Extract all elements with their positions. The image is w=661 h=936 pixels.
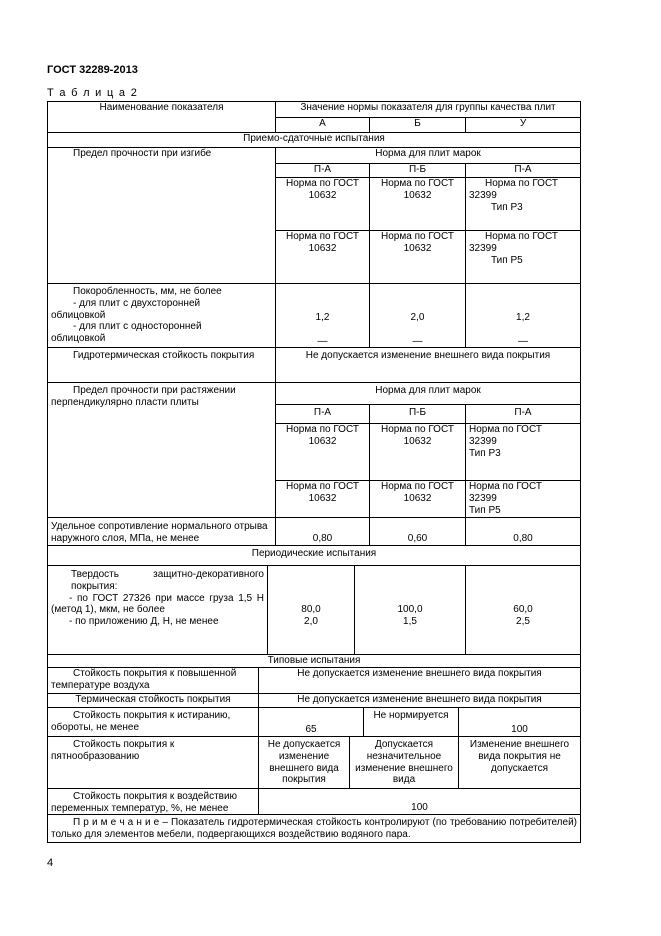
heat-value: Не допускается изменение внешнего вида покрытия: [297, 668, 542, 679]
thermal-label: Термическая стойкость покрытия: [75, 694, 231, 705]
abrasion-b: [363, 707, 459, 737]
bending-r2-a: [275, 230, 370, 284]
bending-strength-label: Предел прочности при изгибе: [73, 148, 212, 159]
tensile-mark-b: [369, 404, 466, 424]
norm-ref: Норма по ГОСТ: [286, 424, 359, 435]
norm-ref-num: 32399: [469, 435, 497, 447]
norm-ref: Норма по ГОСТ: [381, 481, 454, 492]
bending-mark-b: [369, 163, 466, 178]
warp-label-cell: [47, 283, 276, 348]
stain-label: Стойкость покрытия к пятнообразованию: [51, 739, 175, 762]
mark-label: П-Б: [408, 407, 427, 418]
abrasion-value: Не нормируется: [373, 710, 449, 721]
warp-a: [275, 283, 370, 348]
mark-label: П-Б: [408, 164, 427, 175]
grade-u: У: [519, 118, 527, 129]
stain-value: Не допускается изменение внешнего вида покрытия: [267, 739, 341, 786]
bending-norm-header: Норма для плит марок: [375, 148, 481, 159]
header-norm-cell: [275, 101, 581, 118]
bending-r2-u: [465, 230, 581, 284]
hardness-label: Твердость защитно-декоративного покрытия:: [71, 569, 264, 592]
mark-label: П-А: [514, 164, 532, 175]
tensile-mark-a: [275, 404, 370, 424]
section-type-tests: [47, 654, 581, 668]
resist-label: Удельное сопротивление нормального отрыва наружного слоя, МПа, не менее: [51, 521, 268, 544]
warp-one-side: - для плит с односторонней: [73, 321, 202, 333]
mark-label: П-А: [313, 407, 332, 418]
norm-ref: Норма по ГОСТ: [286, 231, 359, 242]
temp-label: Стойкость покрытия к воздействию переменных температур, %, не менее: [51, 791, 238, 814]
bending-strength-label-cell: [47, 147, 276, 284]
abrasion-label-cell: [47, 707, 259, 737]
norm-ref-num: 32399: [469, 492, 497, 504]
grade-b: Б: [414, 118, 421, 129]
norm-ref-num: 10632: [403, 189, 432, 201]
hydro-value-cell: [275, 347, 581, 383]
document-code: ГОСТ 32289-2013: [47, 64, 138, 76]
tensile-mark-u: [465, 404, 581, 424]
header-indicator: Наименование показателя: [99, 102, 224, 113]
stain-label-cell: [47, 736, 259, 789]
warp-label: Покоробленность, мм, не более: [73, 286, 222, 297]
temp-value: 100: [411, 802, 428, 814]
stain-b: [349, 736, 459, 789]
norm-ref: Норма по ГОСТ: [286, 481, 359, 492]
stain-u: [458, 736, 581, 789]
grade-a-cell: [275, 117, 370, 133]
hardness-value: 60,0: [513, 604, 533, 615]
norm-ref-num: 10632: [308, 242, 337, 254]
page-number: 4: [47, 857, 54, 869]
hardness-value: 1,5: [403, 615, 417, 627]
temp-label-cell: [47, 788, 259, 815]
hardness-a: [267, 565, 355, 655]
stain-value: Изменение внешнего вида покрытия не допускается: [469, 739, 570, 774]
norm-ref-type: Тип Р5: [469, 504, 501, 516]
norm-ref-num: 10632: [308, 189, 337, 201]
tensile-label-cont: перпендикулярно пласти плиты: [51, 396, 199, 408]
resist-a: [275, 517, 370, 546]
norm-ref-num: 10632: [308, 435, 337, 447]
resist-b: [369, 517, 466, 546]
warp-value: 1,2: [516, 312, 530, 323]
warp-one-side-cont: облицовкой: [51, 333, 106, 345]
norm-ref-num: 32399: [469, 189, 497, 201]
norm-ref-num: 10632: [308, 492, 337, 504]
bending-norm-header-cell: [275, 147, 581, 164]
hydro-label: Гидротермическая стойкость покрытия: [73, 350, 255, 361]
warp-value: 2,0: [410, 312, 425, 323]
warp-two-side: - для плит с двухсторонней: [73, 297, 201, 309]
hardness-value: 80,0: [301, 604, 321, 615]
hardness-appendix: - по приложению Д, Н, не менее: [69, 616, 219, 628]
norm-ref-num: 10632: [403, 435, 432, 447]
stain-value: Допускается незначительное изменение внешнего вида: [355, 739, 453, 786]
note-text: П р и м е ч а н и е – Показатель гидротермическая стойкость контролируют (по требованию потребителей) только для элементов мебели, подвергающихся воздействию водяного пара.: [51, 817, 577, 840]
tensile-label: Предел прочности при растяжении: [73, 385, 236, 396]
tensile-r1-b: [369, 423, 466, 481]
tensile-label-cell: [47, 382, 276, 518]
warp-u: [465, 283, 581, 348]
temp-value-cell: [258, 788, 581, 815]
warp-value: 1,2: [315, 312, 330, 323]
bending-r1-u: [465, 177, 581, 231]
resist-value: 0,80: [513, 533, 533, 545]
hydro-value: Не допускается изменение внешнего вида покрытия: [305, 350, 551, 361]
norm-ref: Норма по ГОСТ: [469, 481, 542, 492]
warp-two-side-cont: облицовкой: [51, 309, 106, 321]
bending-r2-b: [369, 230, 466, 284]
abrasion-value: 100: [511, 724, 528, 736]
hardness-value: 2,5: [516, 615, 530, 627]
grade-u-cell: [465, 117, 581, 133]
resist-label-cell: [47, 517, 276, 546]
table-caption: Т а б л и ц а 2: [47, 87, 139, 99]
header-norm-value: Значение нормы показателя для группы качества плит: [300, 102, 556, 113]
norm-ref: Норма по ГОСТ: [469, 424, 542, 435]
tensile-r1-a: [275, 423, 370, 481]
heat-value-cell: [258, 667, 581, 694]
norm-ref-num: 32399: [469, 242, 497, 254]
norm-ref: Норма по ГОСТ: [485, 178, 558, 189]
hardness-b: [354, 565, 466, 655]
heat-label-cell: [47, 667, 259, 694]
abrasion-u: [458, 707, 581, 737]
warp-dash: —: [317, 335, 328, 347]
hardness-label-cell: [47, 565, 268, 655]
norm-ref-type: Тип Р5: [491, 254, 523, 266]
bending-mark-u: [465, 163, 581, 178]
thermal-label-cell: [47, 693, 259, 708]
norm-ref: Норма по ГОСТ: [381, 424, 454, 435]
norm-ref: Норма по ГОСТ: [485, 231, 558, 242]
heat-label: Стойкость покрытия к повышенной температуре воздуха: [51, 668, 237, 691]
hardness-value: 100,0: [397, 604, 423, 615]
section-title: Типовые испытания: [267, 655, 361, 666]
hardness-u: [465, 565, 581, 655]
tensile-norm-header-cell: [275, 382, 581, 405]
norm-ref-num: 10632: [403, 242, 432, 254]
warp-dash: —: [518, 335, 528, 347]
section-title: Периодические испытания: [251, 548, 377, 559]
tensile-r1-u: [465, 423, 581, 481]
hardness-value: 2,0: [304, 615, 318, 627]
norm-ref-type: Тип Р3: [491, 201, 523, 213]
resist-value: 0,80: [312, 533, 333, 545]
mark-label: П-А: [313, 164, 332, 175]
abrasion-value: 65: [305, 724, 317, 736]
resist-u: [465, 517, 581, 546]
bending-r1-b: [369, 177, 466, 231]
thermal-value-cell: [258, 693, 581, 708]
norm-ref: Норма по ГОСТ: [286, 178, 359, 189]
hardness-gost: - по ГОСТ 27326 при массе груза 1,5 Н (метод 1), мкм, не более: [51, 592, 264, 616]
table-note: [47, 814, 581, 843]
tensile-r2-b: [369, 480, 466, 518]
abrasion-a: [258, 707, 364, 737]
stain-a: [258, 736, 350, 789]
norm-ref: Норма по ГОСТ: [381, 231, 454, 242]
warp-dash: —: [412, 335, 423, 347]
warp-b: [369, 283, 466, 348]
tensile-r2-a: [275, 480, 370, 518]
tensile-r2-u: [465, 480, 581, 518]
thermal-value: Не допускается изменение внешнего вида покрытия: [297, 694, 542, 705]
abrasion-label: Стойкость покрытия к истиранию, обороты, не менее: [51, 710, 231, 733]
section-periodic-tests: [47, 545, 581, 566]
norm-ref-num: 10632: [403, 492, 432, 504]
hydro-label-cell: [47, 347, 276, 383]
grade-a: А: [319, 118, 326, 129]
norm-ref: Норма по ГОСТ: [381, 178, 454, 189]
grade-b-cell: [369, 117, 466, 133]
section-acceptance-tests: [47, 132, 581, 148]
mark-label: П-А: [514, 407, 532, 418]
bending-mark-a: [275, 163, 370, 178]
norm-ref-type: Тип Р3: [469, 447, 501, 459]
bending-r1-a: [275, 177, 370, 231]
resist-value: 0,60: [407, 533, 428, 545]
section-title: Приемо-сдаточные испытания: [243, 133, 385, 144]
header-indicator-cell: [47, 101, 276, 133]
tensile-norm-header: Норма для плит марок: [375, 385, 481, 396]
